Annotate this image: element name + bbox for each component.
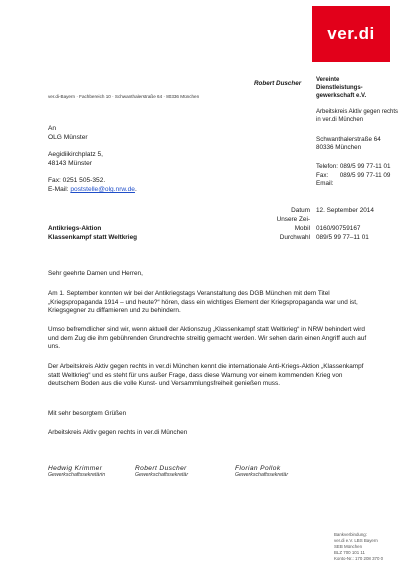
recipient-email-row xyxy=(48,186,137,195)
signature-name: Robert Duscher xyxy=(135,465,187,472)
sender-contact xyxy=(316,163,411,189)
sender-org xyxy=(316,76,406,100)
signature-name: Florian Pollok xyxy=(235,465,281,472)
meta-row xyxy=(250,233,374,242)
recipient-name: OLG Münster xyxy=(48,133,88,141)
body-paragraph: Am 1. September konnten wir bei der Antikriegstags Veranstaltung des DGB München mit dem Titel „Kriegspropaganda 1914 – und heute?“ hören, dass ein wichtiges Element der Kriegspropaganda war und ist, Kriegsgegner zu diffamieren und zu behindern. xyxy=(48,290,358,315)
meta-value: 0160/90759167 xyxy=(316,225,361,232)
meta-label: Mobil xyxy=(294,225,310,232)
sender-address xyxy=(316,136,411,152)
verdi-logo xyxy=(312,6,390,62)
meta-label: Unsere Zei- xyxy=(276,216,310,223)
org-line: Dienstleistungs- xyxy=(316,85,363,91)
signature-role: Gewerkschaftssekretär xyxy=(235,472,289,478)
body-paragraph: Der Arbeitskreis Aktiv gegen rechts in ver.di München kennt die internationale Anti-Kriegs-Aktion „Klassenkampf statt Weltkrieg“ und es steht für uns außer Frage, dass diese Warnung vor einem kommenden Krieg von deutschem Boden aus die volle Kunst- und Versammlungsfreiheit genießen muss. xyxy=(48,363,364,388)
email-label: E-Mail: xyxy=(48,186,71,194)
recipient-fax: Fax: 0251 505-352. xyxy=(48,177,106,185)
bank-details xyxy=(334,532,404,562)
contact-row xyxy=(316,172,411,181)
bank-line: Bankverbindung: xyxy=(334,532,367,537)
ak-line: in ver.di München xyxy=(316,117,364,123)
logo-text: ver.di xyxy=(327,24,375,43)
recipient-email-link[interactable]: poststelle@olg.nrw.de xyxy=(70,186,135,194)
recipient-address xyxy=(48,125,137,195)
bank-line: Konto-Nr.: 170 208 370 0 xyxy=(334,556,384,561)
return-address: ver.di-Bayern · Fachbereich 10 · Schwanthalerstraße 64 · 80336 München xyxy=(48,94,200,99)
signature xyxy=(135,465,188,478)
salutation: Sehr geehrte Damen und Herren, xyxy=(48,270,143,277)
meta-label: Durchwahl xyxy=(279,234,310,241)
meta-label: Datum xyxy=(291,207,310,214)
meta-row xyxy=(250,206,374,215)
sender-working-group xyxy=(316,108,411,124)
signature-role: Gewerkschaftssekretär xyxy=(135,472,189,478)
recipient-line: An xyxy=(48,125,57,132)
bank-line: ver.di e.V. LBS Bayern xyxy=(334,538,378,543)
sender-street: Schwanthalerstraße 64 xyxy=(316,136,381,143)
contact-label: Fax: xyxy=(316,171,329,179)
subject-line: Antikriegs-Aktion xyxy=(48,225,102,232)
letter-meta xyxy=(250,206,374,242)
contact-label: Telefon: xyxy=(316,163,339,170)
recipient-city: 48143 Münster xyxy=(48,159,92,167)
letter-subject xyxy=(48,225,137,243)
body-paragraph: Umso befremdlicher sind wir, wenn aktuell der Aktionszug „Klassenkampf statt Weltkrieg“ in NRW behindert wird und dem Zug die ihm gebührenden Grundrechte streitig gemacht werden. Wir sehen darin einen Angriff auch auf uns. xyxy=(48,326,367,351)
meta-value: 12. September 2014 xyxy=(316,207,374,214)
contact-value: 089/5 99 77-11 09 xyxy=(339,171,391,179)
contact-value: 089/5 99 77-11 01 xyxy=(339,163,391,170)
signature xyxy=(235,465,288,478)
bank-line: BLZ 700 101 11 xyxy=(334,550,365,555)
sender-city: 80336 München xyxy=(316,144,362,151)
recipient-street: Aegidiikirchplatz 5, xyxy=(48,151,103,159)
meta-value: 089/5 99 77–11 01 xyxy=(316,234,369,241)
org-line: Vereinte xyxy=(316,77,340,83)
subject-line: Klassenkampf statt Weltkrieg xyxy=(48,233,138,241)
contact-row xyxy=(316,180,411,189)
signature-role: Gewerkschaftssekretärin xyxy=(48,472,106,478)
sender-name: Robert Duscher xyxy=(254,80,302,87)
ak-line: Arbeitskreis Aktiv gegen rechts xyxy=(316,109,399,115)
meta-row xyxy=(250,224,374,233)
email-end: . xyxy=(134,186,137,194)
org-line: gewerkschaft e.V. xyxy=(316,93,367,99)
closing-org: Arbeitskreis Aktiv gegen rechts in ver.di München xyxy=(48,429,188,436)
meta-row xyxy=(250,215,374,224)
signature-name: Hedwig Krimmer xyxy=(48,465,103,472)
signature xyxy=(48,465,105,478)
contact-label: Email: xyxy=(316,180,334,188)
contact-row xyxy=(316,163,411,172)
closing: Mit sehr besorgtem Grüßen xyxy=(48,410,127,417)
bank-line: SEB München xyxy=(334,544,363,549)
